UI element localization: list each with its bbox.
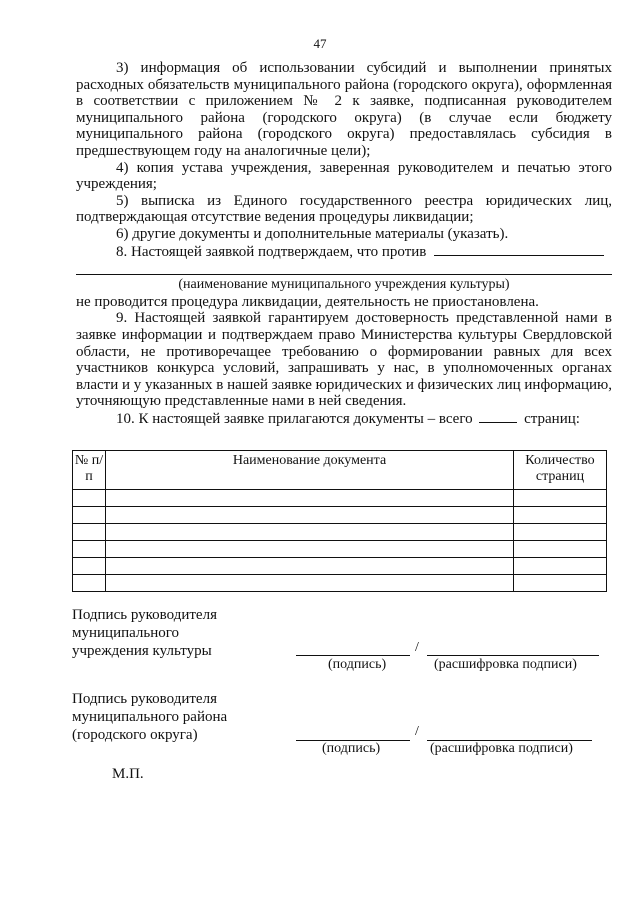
header-document-name: Наименование документа	[106, 451, 514, 490]
organization-blank	[434, 243, 604, 256]
paragraph-5: 5) выписка из Единого государственного реестра юридических лиц, подтверждающая отсутствие ведения процедуры ликвидации;	[76, 192, 612, 226]
paragraph-10-start: 10. К настоящей заявке прилагаются документы – всего	[116, 410, 473, 427]
table-row	[73, 524, 607, 541]
header-page-count: Количество страниц	[514, 451, 607, 490]
header-number: № п/п	[73, 451, 106, 490]
decoding-line-institution	[427, 654, 599, 656]
paragraph-8	[76, 243, 612, 261]
decoding-caption: (расшифровка подписи)	[434, 657, 577, 672]
documents-table	[72, 450, 607, 592]
document-body	[76, 60, 612, 427]
table-row	[73, 541, 607, 558]
table-row	[73, 507, 607, 524]
paragraph-10	[76, 410, 612, 428]
page-number: 47	[313, 36, 327, 51]
signature-separator: /	[415, 640, 419, 655]
table-header-row	[73, 451, 607, 490]
page-count-blank	[479, 410, 517, 423]
organization-caption: (наименование муниципального учреждения культуры)	[178, 277, 510, 293]
paragraph-6: 6) другие документы и дополнительные материалы (указать).	[116, 225, 509, 242]
table-row	[73, 558, 607, 575]
signature-label-institution: Подпись руководителя муниципального учреждения культуры	[72, 607, 217, 659]
decoding-caption: (расшифровка подписи)	[430, 741, 573, 756]
signature-caption: (подпись)	[328, 657, 387, 672]
stamp-placeholder: М.П.	[112, 766, 144, 782]
paragraph-9: 9. Настоящей заявкой гарантируем достоверность представленной нами в заявке информации и подтверждаем право Министерства культуры Свердловской области, не противоречащее требованию о формировании равных для всех участников конкурса условий, запрашивать у нас, в уполномоченных органах власти и у указанных в нашей заявке юридических и физических лиц информацию, уточняющую представленные нами в ней сведения.	[76, 310, 612, 410]
table-row	[73, 575, 607, 592]
paragraph-4: 4) копия устава учреждения, заверенная руководителем и печатью этого учреждения;	[76, 159, 612, 193]
paragraph-3: 3) информация об использовании субсидий и выполнении принятых расходных обязательств муниципального района (городского округа), оформленная в соответствии с приложением № 2 к заявке, подписанная руководителем муниципального района (городского округа) (в случае если бюджету муниципального района (городского округа) предоставлялась субсидия в предшествующем году на аналогичные цели);	[76, 60, 612, 159]
signature-separator: /	[415, 724, 419, 739]
organization-name-line	[76, 262, 612, 275]
signature-label-district: Подпись руководителя муниципального района (городского округа)	[72, 691, 228, 743]
paragraph-8-end: не проводится процедура ликвидации, деятельность не приостановлена.	[76, 293, 539, 310]
signature-caption: (подпись)	[322, 741, 381, 756]
paragraph-8-start: 8. Настоящей заявкой подтверждаем, что против	[116, 243, 427, 260]
signature-line-institution	[296, 654, 410, 656]
paragraph-10-end: страниц:	[524, 410, 580, 427]
table-row	[73, 490, 607, 507]
